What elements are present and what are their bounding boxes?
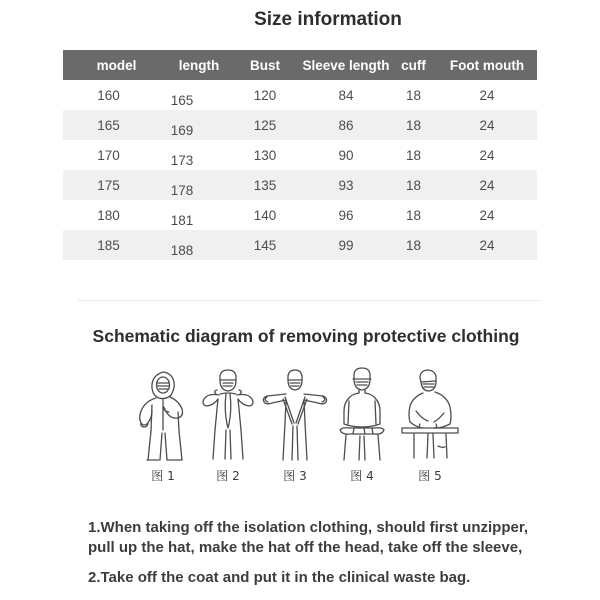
cell-foot-mouth: 24: [479, 177, 495, 193]
figure-step-4-label: 图 4: [350, 469, 374, 483]
column-header-bust: Bust: [228, 50, 302, 80]
cell-foot-mouth: 24: [479, 117, 495, 133]
schematic-diagram-title: Schematic diagram of removing protective clothing: [92, 326, 520, 346]
table-row: [63, 230, 537, 260]
cell-sleeve: 93: [338, 177, 354, 193]
cell-sleeve: 99: [338, 237, 354, 253]
cell-sleeve: 90: [338, 147, 354, 163]
figure-step-2-label: 图 2: [216, 469, 240, 483]
cell-foot-mouth: 24: [479, 207, 495, 223]
column-header-sleeve-length: Sleeve length: [302, 50, 390, 80]
cell-bust: 140: [253, 207, 277, 223]
person-peeling-suit-open-icon: [257, 367, 333, 466]
size-information-title: Size information: [254, 9, 402, 30]
cell-cuff: 18: [405, 177, 422, 193]
table-row: [63, 80, 537, 110]
instruction-step-2: [88, 568, 528, 588]
figure-step-3-label: 图 3: [283, 469, 307, 483]
cell-bust: 120: [253, 87, 277, 103]
person-holding-bundle-icon: [324, 366, 400, 466]
cell-model: 180: [97, 207, 120, 223]
column-header-cuff: cuff: [390, 50, 437, 80]
cell-model: 185: [97, 237, 120, 253]
instruction-step-1: [88, 518, 528, 557]
cell-bust: 135: [253, 177, 277, 193]
cell-length: 178: [170, 182, 194, 198]
instruction-text: pull up the hat, make the hat off the head, take off the sleeve,: [88, 538, 523, 556]
figure-step-1-label: 图 1: [151, 469, 175, 483]
figure-step-4: [324, 366, 400, 484]
table-row: [63, 200, 537, 230]
figure-step-3: [257, 367, 333, 484]
figure-step-5-label: 图 5: [418, 469, 442, 483]
column-header-length: length: [170, 50, 228, 80]
size-table-header-row: [63, 50, 537, 80]
cell-cuff: 18: [405, 207, 422, 223]
cell-sleeve: 84: [338, 87, 354, 103]
cell-cuff: 18: [405, 87, 422, 103]
figure-step-5: [392, 367, 468, 484]
instruction-text: 1.When taking off the isolation clothing, should first unzipper,: [88, 519, 528, 536]
cell-cuff: 18: [405, 237, 422, 253]
table-row: [63, 140, 537, 170]
cell-cuff: 18: [405, 117, 422, 133]
size-table: [63, 50, 537, 260]
cell-model: 170: [97, 147, 120, 163]
table-row: [63, 170, 537, 200]
cell-foot-mouth: 24: [479, 237, 495, 253]
cell-bust: 130: [253, 147, 277, 163]
cell-sleeve: 86: [338, 117, 354, 133]
figure-step-2: [190, 366, 266, 484]
cell-foot-mouth: 24: [479, 147, 495, 163]
cell-model: 160: [97, 87, 120, 103]
cell-length: 173: [170, 152, 194, 168]
column-header-model: model: [63, 50, 170, 80]
cell-cuff: 18: [405, 147, 422, 163]
cell-model: 165: [97, 117, 120, 133]
cell-sleeve: 96: [338, 207, 354, 223]
cell-foot-mouth: 24: [479, 87, 495, 103]
removal-instructions: [88, 518, 528, 588]
cell-bust: 145: [253, 237, 277, 253]
person-pulling-hood-off-icon: [190, 366, 266, 466]
cell-length: 165: [170, 92, 194, 108]
cell-model: 175: [97, 177, 120, 193]
column-header-foot-mouth: Foot mouth: [437, 50, 537, 80]
cell-length: 169: [170, 122, 194, 138]
cell-length: 181: [170, 212, 194, 228]
removal-steps-figures: [0, 366, 600, 484]
cell-bust: 125: [253, 117, 277, 133]
table-row: [63, 110, 537, 140]
section-divider: [78, 300, 540, 301]
cell-length: 188: [170, 242, 194, 258]
instruction-text: 2.Take off the coat and put it in the clinical waste bag.: [88, 569, 471, 586]
person-discarding-into-waste-bag-icon: [392, 367, 468, 466]
